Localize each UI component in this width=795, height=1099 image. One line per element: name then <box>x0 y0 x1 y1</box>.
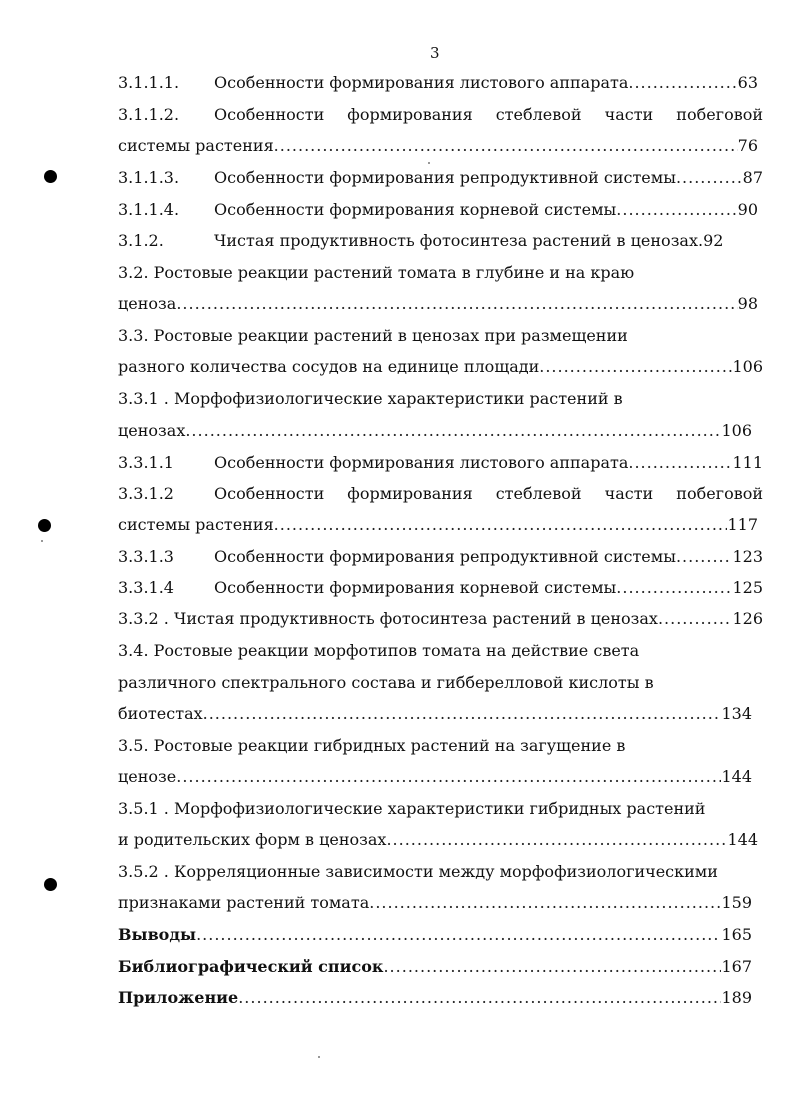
toc-entry-page: 165 <box>721 925 752 944</box>
toc-entry-page: 63 <box>737 73 758 92</box>
toc-entry-title: Библиографический список <box>118 957 384 976</box>
toc-leader-dots <box>628 71 737 95</box>
toc-entry[interactable] <box>118 387 758 411</box>
toc-entry-title: Особенности формирования корневой системы <box>214 200 617 219</box>
toc-leader-dots <box>539 355 732 379</box>
toc-entry-continuation[interactable] <box>118 891 752 915</box>
toc-entry-title: ценозах <box>118 421 186 440</box>
toc-entry-title: системы растения <box>118 515 274 534</box>
toc-entry[interactable] <box>118 576 763 600</box>
toc-leader-dots <box>616 198 737 222</box>
toc-entry-page: 167 <box>721 957 752 976</box>
toc-entry-page: 111 <box>732 453 763 472</box>
toc-entry[interactable] <box>118 103 763 127</box>
toc-entry-continuation[interactable] <box>118 513 758 537</box>
toc-leader-dots <box>203 702 722 726</box>
toc-leader-dots <box>176 292 737 316</box>
toc-entry[interactable] <box>118 860 763 884</box>
toc-entry-page: 117 <box>727 515 758 534</box>
toc-entry[interactable] <box>118 71 758 95</box>
toc-entry-title: Особенности формирования листового аппарата <box>214 453 629 472</box>
toc-entry-page: 125 <box>732 578 763 597</box>
toc-entry-number: 3.1.1.2. <box>118 105 180 124</box>
toc-entry-number: 3.1.1.1. <box>118 73 180 92</box>
toc-entry-title: 3.4. Ростовые реакции морфотипов томата на действие света <box>118 641 640 660</box>
toc-entry-title: 3.3. Ростовые реакции растений в ценозах при размещении <box>118 326 628 345</box>
toc-entry[interactable] <box>118 734 758 758</box>
toc-entry-title: 3.3.1 . Морфофизиологические характеристики растений в <box>118 389 623 408</box>
toc-entry-title: и родительских форм в ценозах <box>118 830 387 849</box>
toc-entry-title: ценозе <box>118 767 177 786</box>
scan-speck <box>41 540 43 542</box>
toc-leader-dots <box>676 545 733 569</box>
toc-leader-dots <box>628 451 732 475</box>
toc-entry-title: Особенности формирования стеблевой части побеговой <box>214 484 763 503</box>
toc-leader-dots <box>196 923 721 947</box>
toc-leader-dots <box>383 955 721 979</box>
toc-entry-title: 3.3.2 . Чистая продуктивность фотосинтеза растений в ценозах <box>118 609 658 628</box>
punch-hole-icon <box>38 519 51 532</box>
toc-entry[interactable] <box>118 797 763 821</box>
toc-entry-continuation[interactable] <box>118 828 758 852</box>
toc-entry-page: 92 <box>703 231 724 250</box>
toc-entry[interactable] <box>118 451 763 475</box>
toc-leader-dots <box>369 891 721 915</box>
toc-entry-title: Особенности формирования корневой системы <box>214 578 617 597</box>
toc-entry-continuation[interactable] <box>118 419 752 443</box>
toc-entry-title: биотестах <box>118 704 203 723</box>
toc-entry[interactable] <box>118 607 763 631</box>
toc-entry-continuation[interactable] <box>118 292 758 316</box>
toc-leader-dots <box>238 986 721 1010</box>
toc-entry-number: 3.1.1.3. <box>118 168 180 187</box>
toc-entry-page: 90 <box>737 200 758 219</box>
toc-entry-page: 87 <box>742 168 763 187</box>
toc-entry-title: системы растения <box>118 136 274 155</box>
toc-entry-page: 98 <box>737 294 758 313</box>
toc-leader-dots <box>386 828 727 852</box>
toc-leader-dots <box>176 765 721 789</box>
toc-entry-title: различного спектрального состава и гиббереллoвой кислоты в <box>118 673 654 692</box>
toc-entry-page: 159 <box>721 893 752 912</box>
toc-entry-title: признаками растений томата <box>118 893 370 912</box>
toc-entry-continuation[interactable] <box>118 702 752 726</box>
toc-entry-page: 123 <box>732 547 763 566</box>
toc-entry-title: Чистая продуктивность фотосинтеза растений в ценозах. <box>214 231 704 250</box>
toc-entry-number: 3.1.2. <box>118 231 164 250</box>
toc-entry-title: Приложение <box>118 988 239 1007</box>
toc-entry-page: 144 <box>727 830 758 849</box>
toc-entry-page: 144 <box>721 767 752 786</box>
toc-entry-page: 106 <box>732 357 763 376</box>
toc-entry-title: Особенности формирования репродуктивной системы <box>214 168 676 187</box>
toc-leader-dots <box>676 166 743 190</box>
toc-entry[interactable] <box>118 229 763 253</box>
toc-leader-dots <box>658 607 733 631</box>
toc-entry[interactable] <box>118 166 763 190</box>
scan-speck <box>428 162 430 164</box>
toc-entry-page: 76 <box>737 136 758 155</box>
toc-entry-conclusions[interactable] <box>118 923 752 947</box>
toc-entry-continuation[interactable] <box>118 765 752 789</box>
toc-leader-dots <box>616 576 732 600</box>
toc-entry-title: ценоза <box>118 294 177 313</box>
toc-entry-number: 3.1.1.4. <box>118 200 180 219</box>
toc-entry[interactable] <box>118 545 763 569</box>
toc-entry-page: 189 <box>721 988 752 1007</box>
toc-entry-page: 134 <box>721 704 752 723</box>
toc-entry-number: 3.3.1.1 <box>118 453 174 472</box>
toc-entry-title: Особенности формирования стеблевой части побеговой <box>214 105 763 124</box>
scan-speck <box>318 1056 320 1058</box>
toc-entry-continuation[interactable] <box>118 355 763 379</box>
toc-entry-title: разного количества сосудов на единице площади <box>118 357 540 376</box>
toc-entry[interactable] <box>118 198 758 222</box>
punch-hole-icon <box>44 170 57 183</box>
page-number: 3 <box>430 44 440 62</box>
toc-entry-title: 3.2. Ростовые реакции растений томата в глубине и на краю <box>118 263 635 282</box>
toc-entry-bibliography[interactable] <box>118 955 752 979</box>
toc-entry-title: 3.5. Ростовые реакции гибридных растений на загущение в <box>118 736 626 755</box>
toc-entry[interactable] <box>118 639 758 663</box>
toc-leader-dots <box>274 513 728 537</box>
toc-leader-dots <box>185 419 721 443</box>
toc-entry-number: 3.3.1.2 <box>118 484 174 503</box>
toc-entry-continuation[interactable] <box>118 671 758 695</box>
toc-entry-appendix[interactable] <box>118 986 752 1010</box>
toc-entry[interactable] <box>118 482 763 506</box>
toc-entry[interactable] <box>118 324 758 348</box>
toc-entry-title: Особенности формирования листового аппарата <box>214 73 629 92</box>
toc-entry-title: Выводы <box>118 925 197 944</box>
toc-entry-title: 3.5.2 . Корреляционные зависимости между морфофизиологическими <box>118 862 718 881</box>
toc-entry-number: 3.3.1.4 <box>118 578 174 597</box>
punch-hole-icon <box>44 878 57 891</box>
toc-entry-title: 3.5.1 . Морфофизиологические характеристики гибридных растений <box>118 799 706 818</box>
toc-entry-page: 106 <box>721 421 752 440</box>
toc-entry-title: Особенности формирования репродуктивной системы <box>214 547 676 566</box>
toc-entry-number: 3.3.1.3 <box>118 547 174 566</box>
toc-leader-dots <box>274 134 738 158</box>
toc-entry-continuation[interactable] <box>118 134 758 158</box>
toc-entry-page: 126 <box>732 609 763 628</box>
toc-entry[interactable] <box>118 261 758 285</box>
